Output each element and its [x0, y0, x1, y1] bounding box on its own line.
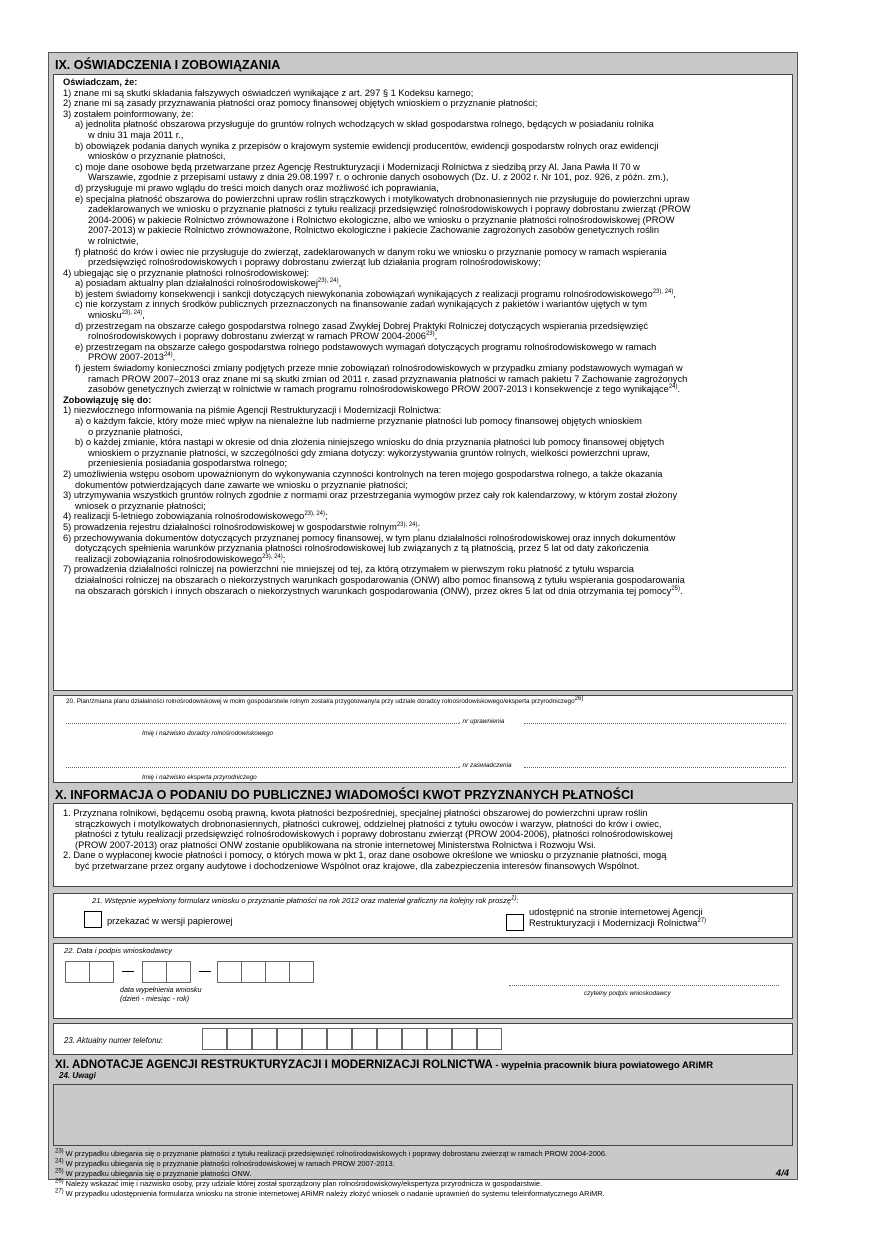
date-separator [199, 971, 211, 972]
commit-line: 7) prowadzenia działalności rolniczej na powierzchni nie mniejszej od tej, za którą otrzymałem w pierwszym roku płatność z tytułu wsparcia [63, 564, 634, 575]
section-9-title: IX. OŚWIADCZENIA I ZOBOWIĄZANIA [55, 58, 281, 72]
decl-line: f) płatność do krów i owiec nie przysługuje do zwierząt, zadeklarowanych w danym roku we wniosku o przyznanie pomocy w ramach wspierania [75, 246, 667, 257]
commit-line: wnioskiem o przyznanie płatności, w szczególności gdy zmiana dotyczy: wykorzystywania gruntów rolnych, wielkości powierzchni upraw, [88, 447, 650, 458]
field-24-label: 24. Uwagi [59, 1071, 96, 1080]
decl-line: 1) znane mi są skutki składania fałszywych oświadczeń wynikające z art. 297 § 1 Kodeksu karnego; [63, 87, 474, 98]
phone-digit-cell[interactable] [427, 1028, 452, 1050]
decl-line: wniosku$^{23), 24)}$, [88, 309, 145, 321]
date-format-caption: (dzień - miesiąc - rok) [120, 994, 190, 1003]
month-digit-1[interactable] [142, 961, 167, 983]
phone-digit-cell[interactable] [227, 1028, 252, 1050]
license-number-label: , nr uprawnienia [459, 718, 505, 725]
signature-caption: czytelny podpis wnioskodawcy [584, 990, 671, 997]
commit-line: dokumentów potwierdzających dane zawarte we wniosku o przyznanie płatności; [75, 479, 408, 490]
day-digit-1[interactable] [65, 961, 90, 983]
signature-box [53, 943, 793, 1019]
paper-version-label: przekazać w wersji papierowej [107, 916, 233, 926]
online-version-label-2: Restrukturyzacji i Modernizacji Rolnictwa$^{27)}$ [529, 917, 707, 928]
expert-caption: Imię i nazwisko eksperta przyrodniczego [142, 774, 257, 781]
decl-line: e) specjalna płatność obszarowa do powierzchni upraw roślin strączkowych i motylkowatych drobnonasiennych nie przysługuje do powierzchni upraw [75, 193, 690, 204]
signature-input[interactable] [509, 985, 779, 986]
day-digit-2[interactable] [89, 961, 114, 983]
publication-info-box [53, 803, 793, 887]
form-page [48, 52, 798, 1198]
footnote: $^{27)}$ W przypadku udostępnienia formularza wniosku na stronie internetowej ARiMR należy złożyć wniosek o nadanie uprawnień do systemu teleinformatycznego ARiMR. [55, 1188, 605, 1198]
decl-line: e) przestrzegam na obszarze całego gospodarstwa rolnego podstawowych wymagań dotyczących programu rolnośrodowiskowego w ramach [75, 341, 657, 352]
certificate-number-label: , nr zaświadczenia [459, 762, 512, 769]
year-digit-3[interactable] [265, 961, 290, 983]
commit-line: 6) przechowywania dokumentów dotyczących przyznanej pomocy finansowej, w tym planu działalności rolnośrodowiskowej oraz innych dokumentów [63, 532, 676, 543]
commit-line: na obszarach górskich i innych obszarach o niekorzystnych warunkach gospodarowania (ONW), przez okres 5 lat od dnia otrzymania tej pomocy$^{25)}$. [75, 585, 683, 596]
year-digit-2[interactable] [241, 961, 266, 983]
declarations-heading: Oświadczam, że: [63, 77, 138, 87]
footnote: $^{24)}$ W przypadku ubiegania się o przyznanie płatności rolnośrodowiskowej w ramach PROW 2007-2013. [55, 1158, 395, 1168]
info-line: 1. Przyznana rolnikowi, będącemu osobą prawną, kwota płatności bezpośredniej, specjalnej płatności obszarowej do powierzchni upraw roślin [63, 808, 648, 818]
phone-digit-cell[interactable] [377, 1028, 402, 1050]
phone-box [53, 1023, 793, 1055]
decl-line: a) jednolita płatność obszarowa przysługuje do gruntów rolnych wchodzących w skład gospodarstwa rolnego, będących w posiadaniu rolnika [75, 119, 654, 130]
commit-line: o przyznanie płatności, [88, 426, 183, 437]
year-digit-4[interactable] [289, 961, 314, 983]
field-20-label: 20. Plan/zmiana planu działalności rolnośrodowiskowej w moim gospodarstwie rolnym został/a przygotowany/a przy udziale doradcy rolnośrodowiskowego/eksperta przyrodniczego$^{26)}$ [66, 695, 584, 705]
phone-digit-cell[interactable] [477, 1028, 502, 1050]
info-line: (PROW 2007-2013) oraz płatności ONW zostanie opublikowana na stronie internetowej Ministerstwa Rolnictwa i Rozwoju Wsi. [75, 839, 596, 850]
decl-line: Warszawie, zgodnie z przepisami ustawy z dnia 29.08.1997 r. o ochronie danych osobowych (Dz. U. z 2002 r. Nr 101, poz. 926, z późn. zm.), [88, 172, 669, 183]
decl-line: b) obowiązek podania danych wynika z przepisów o krajowym systemie ewidencji producentów, ewidencji gospodarstw rolnych oraz ewidencji [75, 140, 659, 151]
advisor-name-input[interactable] [66, 723, 459, 724]
commit-line: przeniesienia posiadania gospodarstwa rolnego; [88, 458, 287, 469]
decl-line: wniosków o przyznanie płatności, [88, 151, 226, 162]
date-caption: data wypełnienia wniosku [120, 985, 202, 994]
phone-label: 23. Aktualny numer telefonu: [64, 1036, 163, 1045]
decl-line: c) moje dane osobowe będą przetwarzane przez Agencję Restrukturyzacji i Modernizacji Rolnictwa z siedzibą przy Al. Jana Pawła II 70 w [75, 161, 640, 172]
page-number: 4/4 [775, 1168, 789, 1179]
decl-line: w rolnictwie, [88, 235, 139, 246]
decl-line: zasobów genetycznych zwierząt w rolnictwie w ramach programu rolnośrodowiskowego PROW 2007-2013 i konsekwencje z tego wynikające$^{24)}$. [88, 384, 681, 395]
paper-version-checkbox[interactable] [84, 911, 102, 928]
decl-line: d) przysługuje mi prawo wglądu do treści moich danych oraz możliwość ich poprawiania, [75, 182, 439, 193]
decl-line: w dniu 31 maja 2011 r., [88, 129, 184, 140]
commit-line: wniosek o przyznanie płatności; [75, 500, 206, 511]
phone-digit-cell[interactable] [302, 1028, 327, 1050]
field-22-label: 22. Data i podpis wnioskodawcy [64, 946, 173, 955]
decl-line: ramach PROW 2007–2013 oraz znane mi są skutki zmian od 2011 r. zasad przyznawania płatności w ramach pakietu 7 Zachowanie zagrożonych [88, 373, 688, 384]
commit-line: b) o każdej zmianie, która nastąpi w okresie od dnia złożenia niniejszego wniosku do dnia przyznania płatności lub pomocy finansowej objętych [75, 437, 665, 448]
commit-line: działalności rolniczej na obszarach o niekorzystnych warunkach gospodarowania (ONW) albo pomoc finansową z tytułu wspierania gospodarowania [75, 574, 685, 585]
section-11-title: XI. ADNOTACJE AGENCJI RESTRUKTURYZACJI I MODERNIZACJI ROLNICTWA - wypełnia pracownik biura powiatowego ARiMR [55, 1058, 714, 1071]
advisor-caption: Imię i nazwisko doradcy rolnośrodowiskowego [142, 730, 274, 737]
footnote: $^{25)}$ W przypadku ubiegania się o przyznanie płatności ONW. [55, 1168, 252, 1178]
month-digit-2[interactable] [166, 961, 191, 983]
footnote: $^{26)}$ Należy wskazać imię i nazwisko osoby, przy udziale której został sporządzony plan rolnośrodowiskowy/ekspertyza przyrodnicza w gospodarstwie. [55, 1178, 543, 1188]
decl-line: 2004-2006) w pakiecie Rolnictwo zrównoważone i Rolnictwo ekologiczne, albo we wniosku o przyznanie płatności rolnośrodowiskowej (PROW [88, 214, 675, 225]
decl-line: 2007-2013) w pakiecie Rolnictwo zrównoważone, Rolnictwo ekologiczne i pakiecie Zachowanie zagrożonych zasobów genetycznych roślin [88, 225, 660, 236]
commit-line: 5) prowadzenia rejestru działalności rolnośrodowiskowej w gospodarstwie rolnym$^{23), 24)}$; [63, 521, 421, 532]
decl-line: 3) zostałem poinformowany, że: [63, 108, 194, 119]
decl-line: 4) ubiegając się o przyznanie płatności rolnośrodowiskowej: [63, 267, 309, 278]
certificate-number-input[interactable] [524, 767, 786, 768]
phone-digit-cell[interactable] [277, 1028, 302, 1050]
commit-line: 1) niezwłocznego informowania na piśmie Agencji Restrukturyzacji i Modernizacji Rolnictwa: [63, 405, 442, 416]
section-10-title: X. INFORMACJA O PODANIU DO PUBLICZNEJ WIADOMOŚCI KWOT PRZYZNANYCH PŁATNOŚCI [55, 788, 634, 802]
decl-line: zadeklarowanych we wniosku o przyznanie płatności z tytułu realizacji przedsięwzięć rolnośrodowiskowych i poprawy dobrostanu zwierząt (PROW [88, 204, 691, 215]
remarks-area[interactable] [53, 1084, 793, 1146]
phone-digit-cell[interactable] [327, 1028, 352, 1050]
phone-digit-cell[interactable] [252, 1028, 277, 1050]
commit-line: realizacji zobowiązania rolnośrodowiskowego$^{23), 24)}$; [75, 553, 286, 564]
declarations-box [53, 74, 793, 691]
info-line: płatności z tytułu realizacji przedsięwzięć rolnośrodowiskowych i poprawy dobrostanu zwierząt (PROW 2004-2006), płatności rolnośrodowiskowej [75, 829, 673, 840]
form-delivery-box [53, 893, 793, 938]
expert-name-input[interactable] [66, 767, 459, 768]
commit-line: 4) realizacji 5-letniego zobowiązania rolnośrodowiskowego$^{23), 24)}$; [63, 511, 328, 522]
decl-line: b) jestem świadomy konsekwencji i sankcji dotyczących niewykonania zobowiązań wynikających z realizacji programu rolnośrodowiskowego$^{23), 24)}$, [75, 288, 676, 299]
field-21-label: 21. Wstępnie wypełniony formularz wniosku o przyznanie płatności na rok 2012 oraz materiał graficzny na kolejny rok proszę$^{1)}$: [92, 895, 519, 905]
phone-digit-cell[interactable] [452, 1028, 477, 1050]
date-separator [122, 971, 134, 972]
commit-line: 2) umożliwienia wstępu osobom upoważnionym do wykonywania czynności kontrolnych na teren mojego gospodarstwa rolnego, a także okazania [63, 468, 663, 479]
info-line: być przetwarzane przez organy audytowe i dochodzeniowe Wspólnot oraz krajowe, dla zabezpieczenia interesów finansowych Wspólnot. [75, 860, 640, 871]
decl-line: PROW 2007-2013$^{24)}$, [88, 352, 176, 363]
decl-line: f) jestem świadomy konieczności zmiany podjętych przeze mnie zobowiązań rolnośrodowiskowych w przypadku zmiany podstawowych wymagań w [75, 363, 683, 374]
phone-digit-cell[interactable] [402, 1028, 427, 1050]
footnote: $^{23)}$ W przypadku ubiegania się o przyznanie płatności z tytułu realizacji przedsięwzięć rolnośrodowiskowych i poprawy dobrostanu zwierząt w ramach PROW 2004-2006. [55, 1148, 608, 1158]
online-version-label: udostępnić na stronie internetowej Agencji [529, 907, 703, 917]
phone-digit-cell[interactable] [202, 1028, 227, 1050]
advisor-field-box [53, 695, 793, 783]
online-version-checkbox[interactable] [506, 914, 524, 931]
year-digit-1[interactable] [217, 961, 242, 983]
commitments-heading: Zobowiązuję się do: [63, 394, 152, 405]
decl-line: c) nie korzystam z innych środków publicznych przeznaczonych na finansowanie zadań wynikających z pakietów i wariantów ujętych w tym [75, 299, 648, 310]
decl-line: przedsięwzięć rolnośrodowiskowych i poprawy dobrostanu zwierząt lub działania program rolnośrodowiskowy; [88, 257, 541, 268]
decl-line: 2) znane mi są zasady przyznawania płatności oraz pomocy finansowej objętych wnioskiem o przyznanie płatności; [63, 98, 538, 109]
decl-line: a) posiadam aktualny plan działalności rolnośrodowiskowej$^{23), 24)}$, [75, 278, 342, 289]
decl-line: rolnośrodowiskowych i poprawy dobrostanu zwierząt w ramach PROW 2004-2006$^{23)}$, [88, 331, 438, 342]
commit-line: a) o każdym fakcie, który może mieć wpływ na nienależne lub nadmierne przyznanie płatności lub pomocy finansowej objętych wnioskiem [75, 416, 642, 426]
info-line: strączkowych i motylkowatych drobnonasiennych, płatności cukrowej, oddzielnej płatności z tytułu owoców i warzyw, płatności do krów i owiec, [75, 818, 662, 829]
commit-line: 3) utrzymywania wszystkich gruntów rolnych zgodnie z normami oraz przestrzegania wymogów przez cały rok kalendarzowy, w którym został złożony [63, 490, 678, 501]
info-line: 2. Dane o wypłaconej kwocie płatności i pomocy, o których mowa w pkt 1, oraz dane osobowe określone we wniosku o przyznanie płatności, mogą [63, 850, 667, 861]
license-number-input[interactable] [524, 723, 786, 724]
decl-line: d) przestrzegam na obszarze całego gospodarstwa rolnego zasad Zwykłej Dobrej Praktyki Rolniczej dotyczących wspierania przedsięwzięć [75, 320, 649, 331]
commit-line: dotyczących spełnienia warunków przyznania płatności rolnośrodowiskowej lub związanych z tą płatnością, przez 5 lat od daty zakończenia [75, 543, 649, 554]
phone-digit-cell[interactable] [352, 1028, 377, 1050]
